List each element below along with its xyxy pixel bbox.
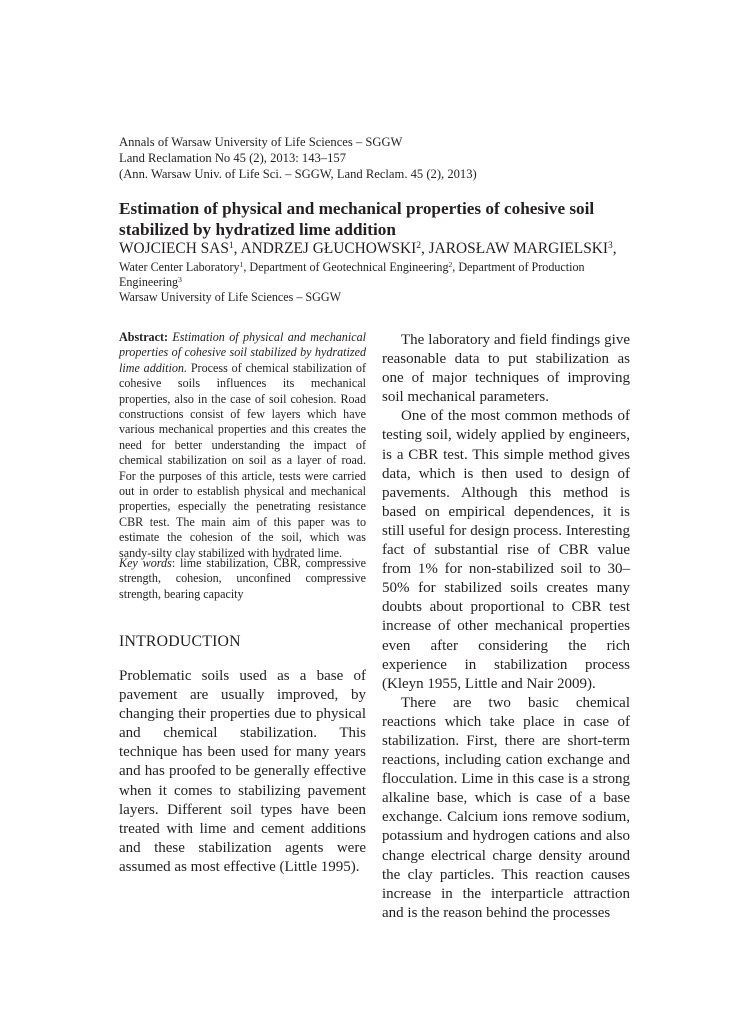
right-column <box>382 331 630 923</box>
abstract-text: Process of chemical stabilization of cohesive soils influences its mechanical properties, also in the case of soil cohesion. Road constructions consist of few layers which have various mechanical properties and this creates the need for better understanding the impact of chemical stabilization on soil as a layer of road. For the purposes of this article, tests were carried out in order to establish physical and mechanical properties, especially the penetrating resistance CBR test. The main aim of this paper was to estimate the cohesion of the soil, which was sandy-silty clay stabilized with hydrated lime. <box>119 360 366 560</box>
affiliation-3-sup: 3 <box>178 274 182 284</box>
affiliations <box>119 260 639 305</box>
affiliation-2: , Department of Geotechnical Engineering <box>243 260 449 274</box>
journal-line-2: Land Reclamation No 45 (2), 2013: 143–157 <box>119 151 346 165</box>
right-paragraph-2: One of the most common methods of testing soil, widely applied by engineers, is a CBR test. This simple method gives data, which is then used to design of pavements. Although this method is based on empirical dependences, it is still useful for design process. Interesting fact of substantial rise of CBR value from 1% for non-stabilized soil to 30–50% for stabilized soils creates many doubts about proportional to CBR test increase of other mechanical properties even after considering the rich experience in stabilization process (Kleyn 1955, Little and Nair 2009). <box>382 408 630 692</box>
keywords-text: : lime stabilization, CBR, compressive strength, cohesion, unconfined compressive strength, bearing capacity <box>119 556 366 601</box>
intro-paragraph-container <box>119 667 366 877</box>
journal-line-3: (Ann. Warsaw Univ. of Life Sci. – SGGW, Land Reclam. 45 (2), 2013) <box>119 167 477 181</box>
affiliation-1-sup: 1 <box>239 259 244 269</box>
author-2: , ANDRZEJ GŁUCHOWSKI <box>233 240 417 257</box>
affiliation-departments <box>119 260 639 290</box>
intro-paragraph: Problematic soils used as a base of pavement are usually improved, by changing their properties due to physical and chemical stabilization. This technique has been used for many years and has proofed to be generally effective when it comes to stabilizing pavement layers. Different soil types have been treated with lime and cement additions and these stabilization agents were assumed as most effective (Little 1995). <box>119 668 366 875</box>
authors <box>119 240 649 258</box>
right-paragraph-3: There are two basic chemical reactions which take place in case of stabilization. First, there are short-term reactions, including cation exchange and flocculation. Lime in this case is a strong alkaline base, which is case of a base exchange. Calcium ions remove sodium, potassium and hydrogen cations and also change electrical charge density around the clay particles. This reaction causes increase in the interparticle attraction and is the reason behind the processes <box>382 694 630 921</box>
author-2-sup: 2 <box>416 239 421 251</box>
affiliation-university: Warsaw University of Life Sciences – SGGW <box>119 290 342 304</box>
abstract-label: Abstract: <box>119 330 169 344</box>
section-heading: INTRODUCTION <box>119 633 241 650</box>
affiliation-1: Water Center Laboratory <box>119 260 240 274</box>
authors-tail: , <box>612 240 617 257</box>
right-paragraph-1: The laboratory and field findings give reasonable data to put stabilization as one of major techniques of improving soil mechanical parameters. <box>382 332 630 406</box>
affiliation-2-sup: 2 <box>448 259 453 269</box>
author-1: WOJCIECH SAS <box>119 240 229 257</box>
abstract-title-italic: Estimation of physical and mechanical properties of cohesive soil stabilized by hydratized lime addition. <box>119 330 366 375</box>
keywords-label: Key words <box>119 556 172 570</box>
journal-header <box>119 134 639 182</box>
author-3: , JAROSŁAW MARGIELSKI <box>420 240 608 257</box>
affiliation-3: , Department of Production Engineering <box>119 260 585 289</box>
journal-line-1: Annals of Warsaw University of Life Sciences – SGGW <box>119 135 403 149</box>
author-1-sup: 1 <box>228 239 234 251</box>
keywords <box>119 556 366 602</box>
paper-title: Estimation of physical and mechanical properties of cohesive soil stabilized by hydratized lime addition <box>119 199 595 239</box>
abstract <box>119 330 366 561</box>
author-3-sup: 3 <box>608 239 613 251</box>
